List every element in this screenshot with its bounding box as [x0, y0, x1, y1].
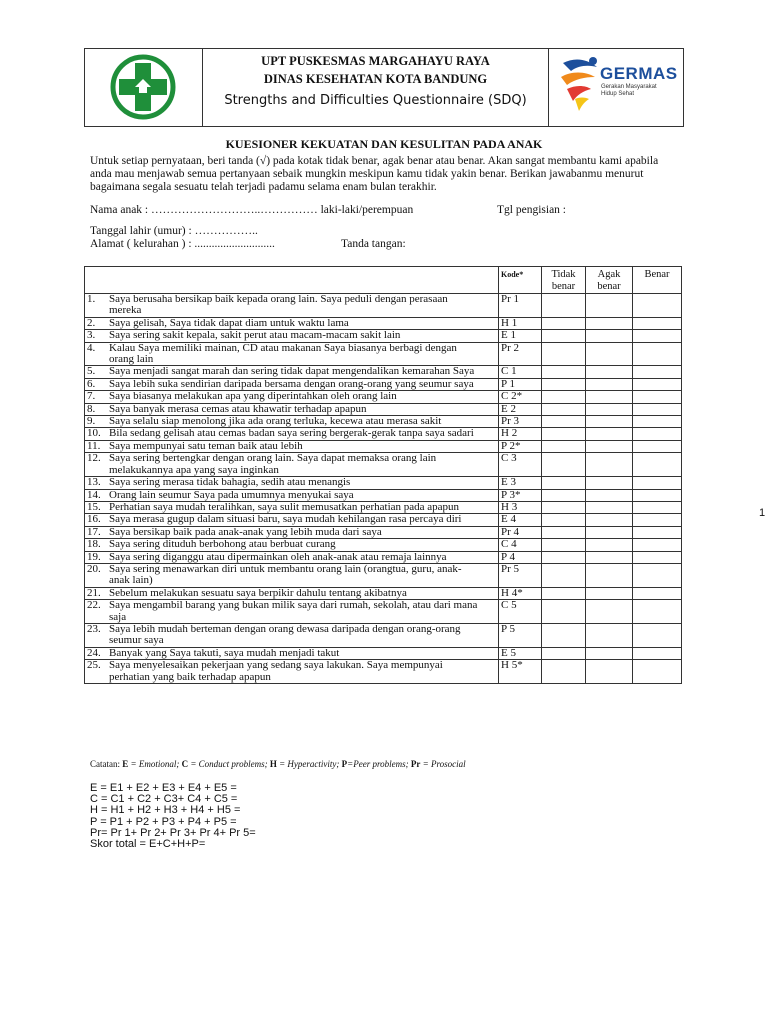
legend-prefix: Catatan:: [90, 759, 123, 769]
statement-text: Saya sering sakit kepala, sakit perut atau macam-macam sakit lain: [109, 329, 401, 342]
answer-benar-checkbox[interactable]: [633, 317, 682, 329]
table-row: [85, 563, 682, 587]
answer-benar-checkbox[interactable]: [633, 428, 682, 440]
answer-benar-checkbox[interactable]: [633, 330, 682, 342]
statement-number: 18.: [87, 538, 101, 551]
answer-agak-benar-checkbox[interactable]: [586, 526, 633, 538]
formula-e: E = E1 + E2 + E3 + E4 + E5 =: [90, 782, 237, 794]
formula-total: Skor total = E+C+H+P=: [90, 838, 206, 851]
table-body: [85, 294, 682, 684]
table-row: [85, 647, 682, 659]
answer-tidak-benar-checkbox[interactable]: [542, 428, 586, 440]
statement-cell: [85, 489, 499, 501]
code-cell: E 2: [499, 403, 542, 415]
table-header-row: [85, 267, 682, 294]
code-cell: H 2: [499, 428, 542, 440]
statement-cell: [85, 378, 499, 390]
table-row: [85, 501, 682, 513]
table-row: [85, 453, 682, 477]
statement-cell: [85, 539, 499, 551]
instructions-paragraph: Untuk setiap pernyataan, beri tanda (√) pada kotak tidak benar, agak benar atau benar. Akan sangat membantu kami apabila anda mau menjawab semua pertanyaan sebaik mungkin meskipun kamu tidak yakin benar. Berikan jawabanmu menurut bagaimana segala sesuatu telah terjadi padamu selama enam bulan terakhir.: [90, 155, 659, 193]
code-cell: C 3: [499, 453, 542, 477]
answer-tidak-benar-checkbox[interactable]: [542, 501, 586, 513]
answer-agak-benar-checkbox[interactable]: [586, 539, 633, 551]
statement-text: Saya menyelesaikan pekerjaan yang sedang saya lakukan. Saya mempunyai perhatian yang baik terhadap apapun: [109, 659, 443, 683]
statement-number: 16.: [87, 513, 101, 526]
germas-title: GERMAS: [600, 64, 678, 83]
code-cell: E 1: [499, 330, 542, 342]
statement-text: Saya bersikap baik pada anak-anak yang lebih muda dari saya: [109, 525, 382, 538]
statement-text: Saya mempunyai satu teman baik atau lebih: [109, 439, 303, 452]
statement-number: 14.: [87, 488, 101, 501]
statement-text: Saya lebih mudah berteman dengan orang dewasa daripada dengan orang-orang seumur saya: [109, 622, 461, 647]
table-row: [85, 539, 682, 551]
statement-text: Saya sering bertengkar dengan orang lain. Saya dapat memaksa orang lain melakukannya apa yang saya inginkan: [109, 452, 437, 476]
answer-benar-checkbox[interactable]: [633, 453, 682, 477]
legend-key-pr: Pr: [410, 759, 421, 769]
answer-benar-checkbox[interactable]: [633, 647, 682, 659]
code-cell: C 2*: [499, 391, 542, 403]
statement-text: Saya sering diganggu atau dipermainkan oleh anak-anak atau remaja lainnya: [109, 550, 447, 563]
answer-benar-checkbox[interactable]: [633, 623, 682, 647]
answer-benar-checkbox[interactable]: [633, 501, 682, 513]
statement-cell: [85, 294, 499, 318]
statement-text: Saya berusaha bersikap baik kepada orang lain. Saya peduli dengan perasaan mereka: [109, 293, 448, 317]
answer-agak-benar-checkbox[interactable]: [586, 416, 633, 428]
answer-tidak-benar-checkbox[interactable]: [542, 551, 586, 563]
answer-agak-benar-checkbox[interactable]: [586, 366, 633, 378]
statement-cell: [85, 563, 499, 587]
answer-tidak-benar-checkbox[interactable]: [542, 440, 586, 452]
code-cell: P 1: [499, 378, 542, 390]
answer-agak-benar-checkbox[interactable]: [586, 660, 633, 684]
table-row: [85, 587, 682, 599]
statement-text: Saya banyak merasa cemas atau khawatir terhadap apapun: [109, 402, 367, 415]
header-line-2: DINAS KESEHATAN KOTA BANDUNG: [263, 72, 488, 86]
statement-cell: [85, 428, 499, 440]
header-kode: Kode*: [499, 267, 542, 294]
statement-text: Saya merasa gugup dalam situasi baru, saya mudah kehilangan rasa percaya diri: [109, 513, 462, 526]
table-row: [85, 366, 682, 378]
answer-benar-checkbox[interactable]: [633, 403, 682, 415]
statement-cell: [85, 416, 499, 428]
questionnaire-table: [84, 266, 682, 684]
answer-benar-checkbox[interactable]: [633, 539, 682, 551]
legend-val-h: = Hyperactivity;: [276, 759, 342, 769]
answer-benar-checkbox[interactable]: [633, 514, 682, 526]
statement-text: Banyak yang Saya takuti, saya mudah menjadi takut: [109, 646, 340, 659]
field-tanda-tangan[interactable]: Tanda tangan:: [341, 238, 406, 250]
answer-benar-checkbox[interactable]: [633, 378, 682, 390]
answer-tidak-benar-checkbox[interactable]: [542, 342, 586, 366]
answer-agak-benar-checkbox[interactable]: [586, 317, 633, 329]
statement-number: 25.: [87, 659, 101, 672]
table-row: [85, 477, 682, 489]
code-cell: Pr 5: [499, 563, 542, 587]
answer-benar-checkbox[interactable]: [633, 526, 682, 538]
statement-number: 23.: [87, 622, 101, 635]
answer-benar-checkbox[interactable]: [633, 551, 682, 563]
field-tgl-pengisian[interactable]: Tgl pengisian :: [497, 204, 566, 216]
statement-number: 4.: [87, 341, 96, 354]
answer-benar-checkbox[interactable]: [633, 391, 682, 403]
table-row: [85, 623, 682, 647]
header-titles: [203, 49, 549, 126]
legend-key-e: E: [122, 759, 129, 769]
table-row: [85, 416, 682, 428]
table-row: [85, 489, 682, 501]
answer-agak-benar-checkbox[interactable]: [586, 477, 633, 489]
score-formulas: [90, 783, 256, 850]
statement-number: 17.: [87, 525, 101, 538]
answer-benar-checkbox[interactable]: [633, 366, 682, 378]
statement-text: Orang lain seumur Saya pada umumnya menyukai saya: [109, 488, 354, 501]
statement-number: 22.: [87, 599, 101, 612]
formula-p: P = P1 + P2 + P3 + P4 + P5 =: [90, 815, 237, 828]
statement-number: 2.: [87, 316, 96, 329]
table-row: [85, 514, 682, 526]
table-row: [85, 526, 682, 538]
code-cell: Pr 2: [499, 342, 542, 366]
statement-cell: [85, 440, 499, 452]
statement-cell: [85, 647, 499, 659]
statement-cell: [85, 551, 499, 563]
formula-c: C = C1 + C2 + C3+ C4 + C5 =: [90, 793, 238, 806]
statement-cell: [85, 623, 499, 647]
code-cell: P 2*: [499, 440, 542, 452]
answer-agak-benar-checkbox[interactable]: [586, 403, 633, 415]
legend-val-c: = Conduct problems;: [188, 759, 270, 769]
code-cell: E 4: [499, 514, 542, 526]
formula-h: H = H1 + H2 + H3 + H4 + H5 =: [90, 804, 241, 817]
statement-number: 5.: [87, 365, 96, 378]
header-benar: Benar: [633, 267, 682, 294]
legend-key-c: C: [181, 759, 189, 769]
answer-tidak-benar-checkbox[interactable]: [542, 416, 586, 428]
code-cell: P 5: [499, 623, 542, 647]
answer-tidak-benar-checkbox[interactable]: [542, 600, 586, 624]
answer-agak-benar-checkbox[interactable]: [586, 294, 633, 318]
germas-subtitle-2: Hidup Sehat: [601, 91, 635, 97]
answer-benar-checkbox[interactable]: [633, 440, 682, 452]
answer-agak-benar-checkbox[interactable]: [586, 600, 633, 624]
statement-number: 12.: [87, 452, 101, 465]
questionnaire-title: KUESIONER KEKUATAN DAN KESULITAN PADA ANAK: [225, 137, 543, 151]
statement-text: Kalau Saya memiliki mainan, CD atau makanan Saya biasanya berbagi dengan orang lain: [109, 341, 457, 366]
table-row: [85, 600, 682, 624]
legend-key-p: P: [341, 759, 348, 769]
answer-agak-benar-checkbox[interactable]: [586, 551, 633, 563]
statement-text: Saya sering menawarkan diri untuk membantu orang lain (orangtua, guru, anak-anak lain): [109, 562, 462, 587]
answer-tidak-benar-checkbox[interactable]: [542, 403, 586, 415]
answer-agak-benar-checkbox[interactable]: [586, 342, 633, 366]
statement-cell: [85, 391, 499, 403]
answer-tidak-benar-checkbox[interactable]: [542, 623, 586, 647]
germas-subtitle-1: Gerakan Masyarakat: [601, 84, 657, 90]
statement-text: Saya selalu siap menolong jika ada orang terluka, kecewa atau merasa sakit: [109, 415, 442, 428]
statement-cell: [85, 453, 499, 477]
answer-tidak-benar-checkbox[interactable]: [542, 378, 586, 390]
answer-benar-checkbox[interactable]: [633, 489, 682, 501]
statement-text: Bila sedang gelisah atau cemas badan saya sering bergerak-gerak tanpa saya sadari: [109, 427, 474, 440]
statement-cell: [85, 403, 499, 415]
statement-number: 3.: [87, 329, 96, 342]
statement-number: 21.: [87, 586, 101, 599]
answer-tidak-benar-checkbox[interactable]: [542, 366, 586, 378]
table-row: [85, 342, 682, 366]
header-statement: [85, 267, 499, 294]
answer-agak-benar-checkbox[interactable]: [586, 514, 633, 526]
field-tanggal-lahir[interactable]: Tanggal lahir (umur) : ……………..: [90, 225, 258, 237]
legend-key-h: H: [269, 759, 277, 769]
code-cell: H 1: [499, 317, 542, 329]
code-cell: C 4: [499, 539, 542, 551]
statement-number: 7.: [87, 390, 96, 403]
code-cell: P 4: [499, 551, 542, 563]
statement-number: 19.: [87, 550, 101, 563]
table-row: [85, 391, 682, 403]
statement-cell: [85, 317, 499, 329]
statement-number: 13.: [87, 476, 101, 489]
answer-tidak-benar-checkbox[interactable]: [542, 514, 586, 526]
code-cell: C 5: [499, 600, 542, 624]
header-agak-benar: Agak benar: [586, 267, 633, 294]
document-header: [84, 48, 684, 127]
statement-number: 6.: [87, 377, 96, 390]
answer-tidak-benar-checkbox[interactable]: [542, 647, 586, 659]
answer-tidak-benar-checkbox[interactable]: [542, 294, 586, 318]
field-nama-anak[interactable]: Nama anak : ………………………..…………… laki-laki/perempuan: [90, 204, 414, 216]
statement-cell: [85, 660, 499, 684]
answer-tidak-benar-checkbox[interactable]: [542, 391, 586, 403]
answer-tidak-benar-checkbox[interactable]: [542, 539, 586, 551]
code-cell: H 5*: [499, 660, 542, 684]
statement-cell: [85, 587, 499, 599]
header-line-1: UPT PUSKESMAS MARGAHAYU RAYA: [261, 54, 490, 68]
statement-text: Saya gelisah, Saya tidak dapat diam untuk waktu lama: [109, 316, 349, 329]
statement-number: 1.: [87, 293, 96, 305]
answer-tidak-benar-checkbox[interactable]: [542, 660, 586, 684]
code-cell: P 3*: [499, 489, 542, 501]
code-cell: H 3: [499, 501, 542, 513]
answer-tidak-benar-checkbox[interactable]: [542, 453, 586, 477]
statement-number: 8.: [87, 402, 96, 415]
answer-tidak-benar-checkbox[interactable]: [542, 563, 586, 587]
statement-number: 15.: [87, 500, 101, 513]
puskesmas-logo-icon: [85, 49, 202, 126]
puskesmas-logo-cell: [85, 49, 203, 126]
statement-number: 11.: [87, 439, 101, 452]
code-cell: Pr 1: [499, 294, 542, 318]
table-row: [85, 660, 682, 684]
answer-benar-checkbox[interactable]: [633, 416, 682, 428]
answer-tidak-benar-checkbox[interactable]: [542, 587, 586, 599]
answer-tidak-benar-checkbox[interactable]: [542, 317, 586, 329]
legend-note: [90, 759, 466, 769]
answer-agak-benar-checkbox[interactable]: [586, 440, 633, 452]
statement-text: Saya menjadi sangat marah dan sering tidak dapat mengendalikan kemarahan Saya: [109, 365, 475, 378]
code-cell: Pr 4: [499, 526, 542, 538]
statement-cell: [85, 526, 499, 538]
answer-tidak-benar-checkbox[interactable]: [542, 330, 586, 342]
answer-agak-benar-checkbox[interactable]: [586, 378, 633, 390]
answer-agak-benar-checkbox[interactable]: [586, 501, 633, 513]
answer-benar-checkbox[interactable]: [633, 563, 682, 587]
table-row: [85, 428, 682, 440]
code-cell: C 1: [499, 366, 542, 378]
answer-agak-benar-checkbox[interactable]: [586, 647, 633, 659]
table-row: [85, 403, 682, 415]
statement-cell: [85, 514, 499, 526]
statement-text: Sebelum melakukan sesuatu saya berpikir dahulu tentang akibatnya: [109, 586, 407, 599]
answer-agak-benar-checkbox[interactable]: [586, 489, 633, 501]
statement-cell: [85, 600, 499, 624]
answer-tidak-benar-checkbox[interactable]: [542, 489, 586, 501]
legend-val-pr: = Prosocial: [420, 759, 466, 769]
answer-agak-benar-checkbox[interactable]: [586, 587, 633, 599]
statement-text: Saya lebih suka sendirian daripada bersama dengan orang-orang yang seumur saya: [109, 377, 474, 390]
page-number: 1: [759, 507, 766, 519]
statement-text: Saya biasanya melakukan apa yang diperintahkan oleh orang lain: [109, 390, 397, 403]
answer-benar-checkbox[interactable]: [633, 477, 682, 489]
statement-number: 10.: [87, 427, 101, 440]
statement-cell: [85, 330, 499, 342]
answer-benar-checkbox[interactable]: [633, 600, 682, 624]
statement-text: Saya sering dituduh berbohong atau berbuat curang: [109, 538, 336, 551]
answer-agak-benar-checkbox[interactable]: [586, 453, 633, 477]
code-cell: Pr 3: [499, 416, 542, 428]
code-cell: E 3: [499, 477, 542, 489]
statement-number: 24.: [87, 646, 101, 659]
table-row: [85, 294, 682, 318]
answer-benar-checkbox[interactable]: [633, 587, 682, 599]
answer-agak-benar-checkbox[interactable]: [586, 330, 633, 342]
answer-benar-checkbox[interactable]: [633, 660, 682, 684]
table-row: [85, 330, 682, 342]
answer-agak-benar-checkbox[interactable]: [586, 391, 633, 403]
answer-agak-benar-checkbox[interactable]: [586, 563, 633, 587]
answer-tidak-benar-checkbox[interactable]: [542, 526, 586, 538]
header-line-3: Strengths and Difficulties Questionnaire (SDQ): [224, 93, 527, 108]
table-row: [85, 317, 682, 329]
statement-cell: [85, 366, 499, 378]
legend-val-p: =Peer problems;: [347, 759, 411, 769]
answer-agak-benar-checkbox[interactable]: [586, 623, 633, 647]
code-cell: E 5: [499, 647, 542, 659]
statement-cell: [85, 501, 499, 513]
statement-cell: [85, 477, 499, 489]
statement-cell: [85, 342, 499, 366]
code-cell: H 4*: [499, 587, 542, 599]
answer-agak-benar-checkbox[interactable]: [586, 428, 633, 440]
statement-text: Perhatian saya mudah teralihkan, saya sulit memusatkan perhatian pada apapun: [109, 500, 460, 513]
table-row: [85, 440, 682, 452]
statement-text: Saya sering merasa tidak bahagia, sedih atau menangis: [109, 476, 351, 489]
statement-text: Saya mengambil barang yang bukan milik saya dari rumah, sekolah, atau dari mana saja: [109, 599, 478, 623]
formula-pr: Pr= Pr 1+ Pr 2+ Pr 3+ Pr 4+ Pr 5=: [90, 826, 256, 839]
header-tidak-benar: Tidak benar: [542, 267, 586, 294]
germas-logo-cell: [549, 49, 683, 126]
statement-number: 9.: [87, 415, 96, 428]
statement-number: 20.: [87, 562, 101, 575]
answer-tidak-benar-checkbox[interactable]: [542, 477, 586, 489]
field-alamat[interactable]: Alamat ( kelurahan ) : ............................: [90, 238, 275, 250]
legend-val-e: = Emotional;: [128, 759, 182, 769]
answer-benar-checkbox[interactable]: [633, 294, 682, 318]
table-row: [85, 551, 682, 563]
answer-benar-checkbox[interactable]: [633, 342, 682, 366]
table-row: [85, 378, 682, 390]
